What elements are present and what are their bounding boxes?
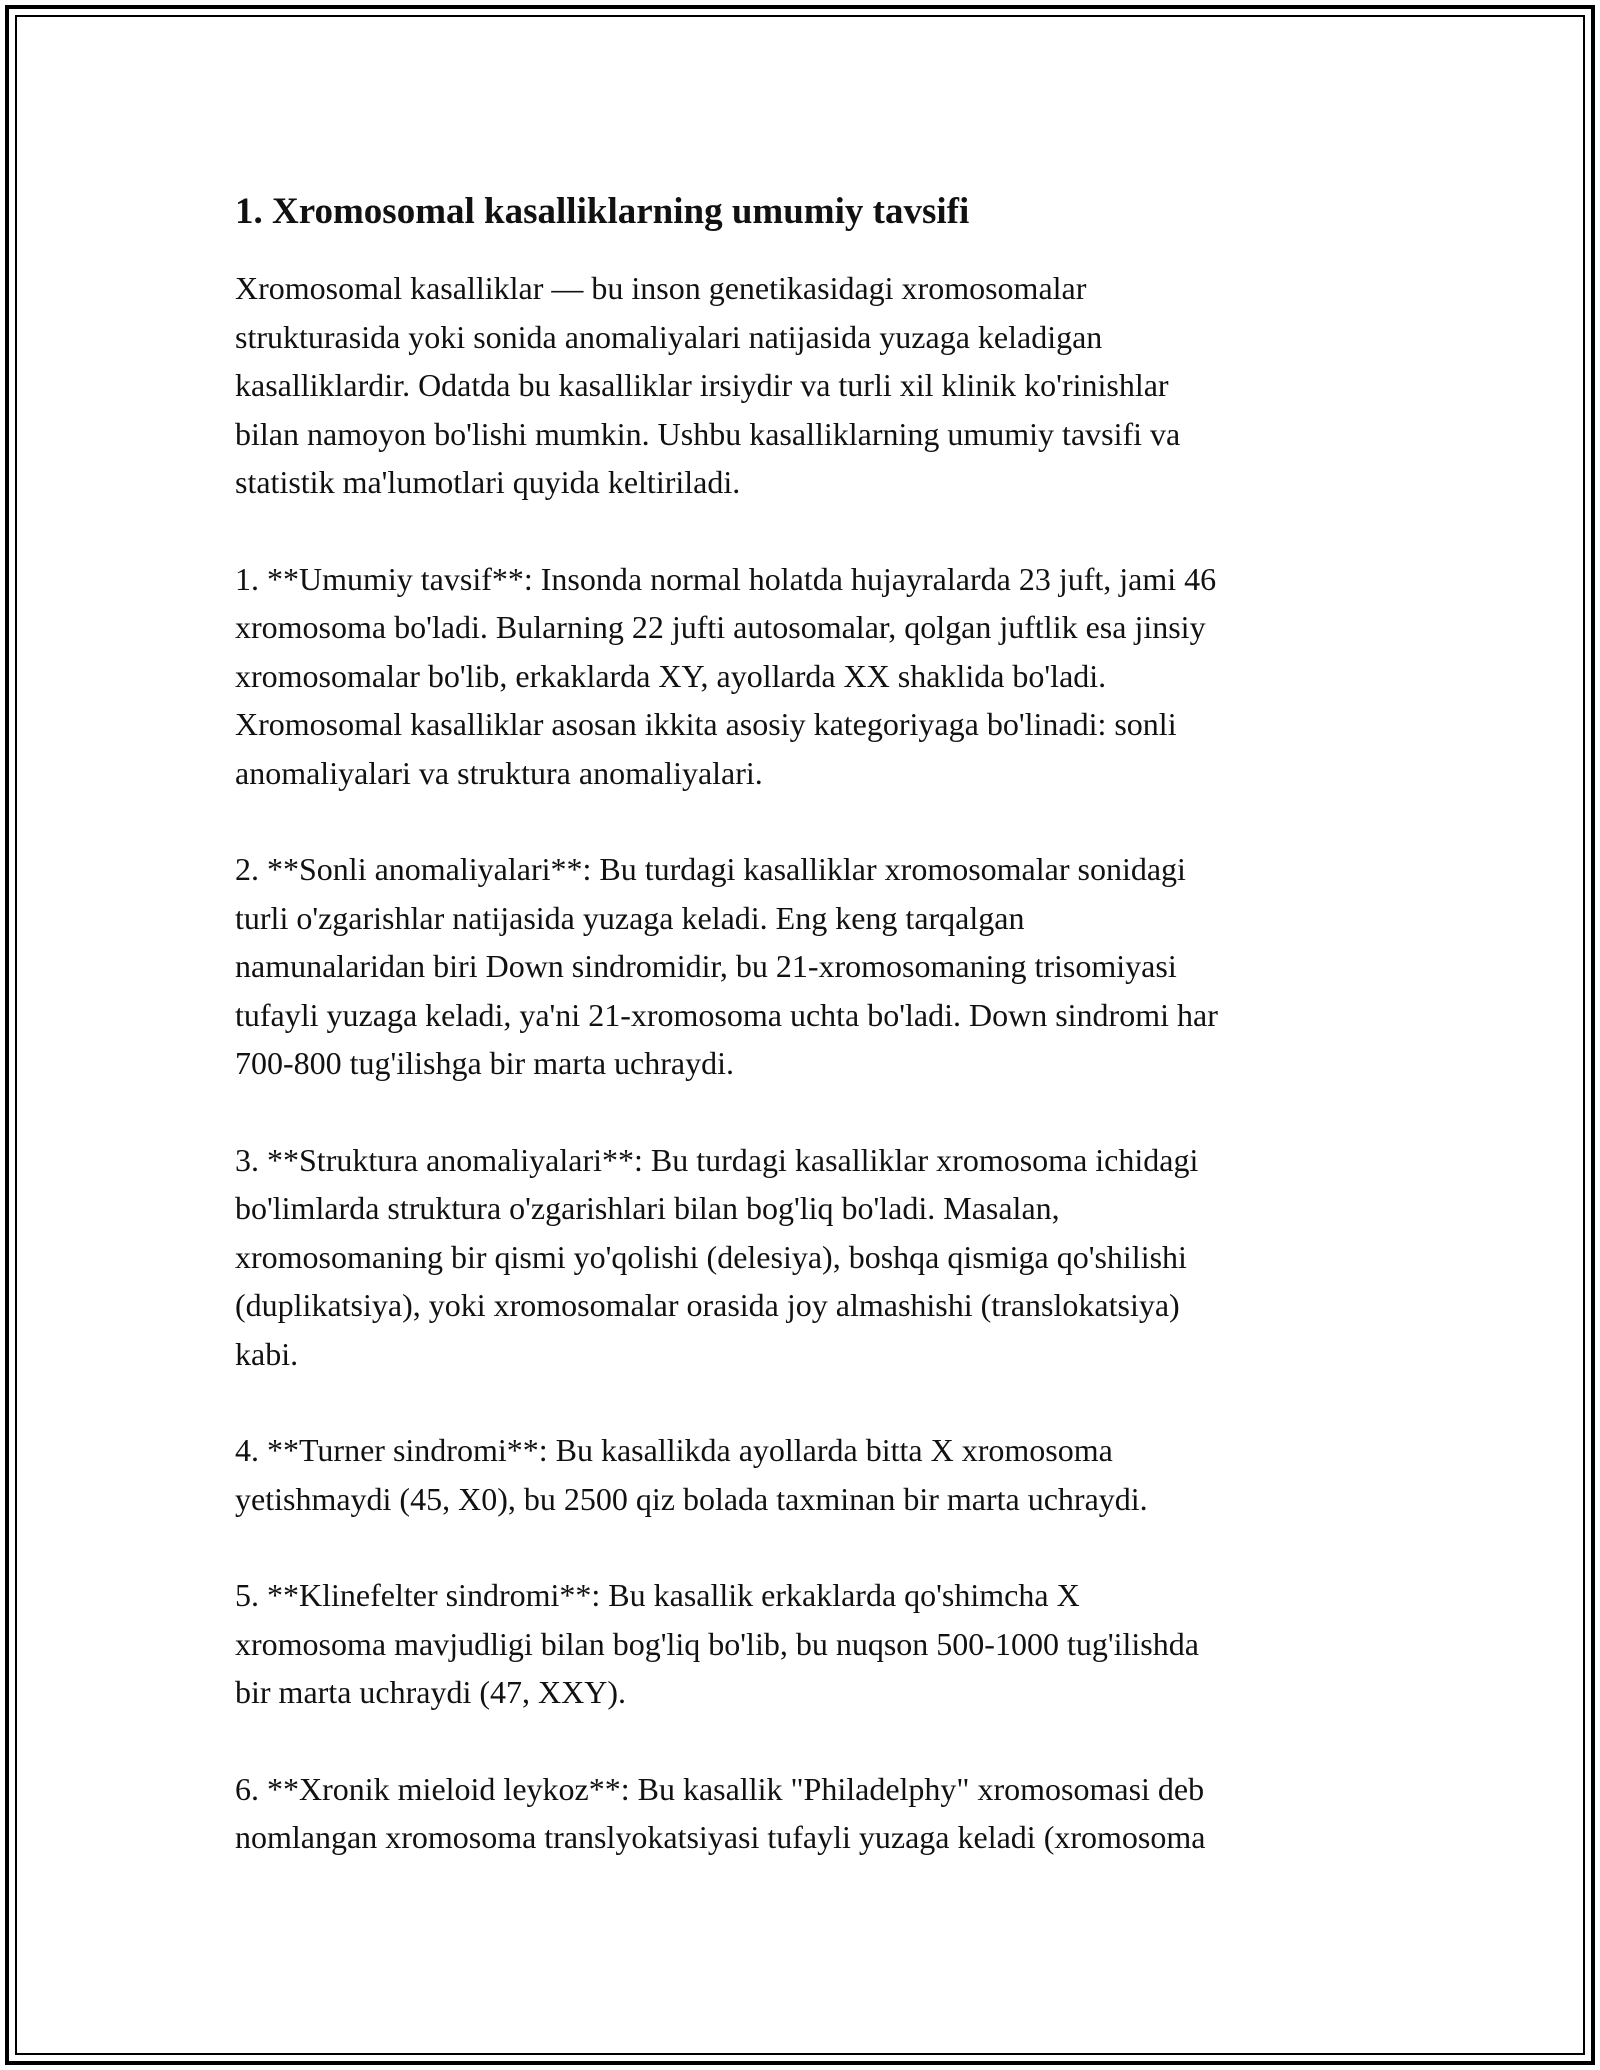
text-line: namunalaridan biri Down sindromidir, bu 21-xromosomaning trisomiyasi — [235, 948, 1177, 984]
text-line: turli o'zgarishlar natijasida yuzaga keladi. Eng keng tarqalgan — [235, 899, 1025, 936]
paragraph-klinefelter-sindromi — [235, 1571, 1375, 1717]
text-line: strukturasida yoki sonida anomaliyalari natijasida yuzaga keladigan — [235, 318, 1103, 355]
text-line: (duplikatsiya), yoki xromosomalar orasida joy almashishi (translokatsiya) — [235, 1287, 1180, 1323]
text-line: tufayli yuzaga keladi, ya'ni 21-xromosoma uchta bo'ladi. Down sindromi har — [235, 996, 1218, 1033]
text-line: Xromosomal kasalliklar asosan ikkita asosiy kategoriyaga bo'linadi: sonli — [235, 706, 1177, 742]
text-line: xromosomaning bir qismi yo'qolishi (delesiya), boshqa qismiga qo'shilishi — [235, 1238, 1187, 1275]
paragraph-sonli-anomaliyalari — [235, 845, 1375, 1088]
paragraph-struktura-anomaliyalari — [235, 1136, 1375, 1379]
text-line: xromosomalar bo'lib, erkaklarda XY, ayollarda XX shaklida bo'ladi. — [235, 657, 1107, 694]
text-line: 3. **Struktura anomaliyalari**: Bu turdagi kasalliklar xromosoma ichidagi — [235, 1141, 1199, 1178]
paragraph-turner-sindromi — [235, 1426, 1375, 1523]
text-line: 1. **Umumiy tavsif**: Insonda normal holatda hujayralarda 23 juft, jami 46 — [235, 560, 1217, 597]
text-line: Xromosomal kasalliklar — bu inson genetikasidagi xromosomalar — [235, 270, 1087, 306]
text-line: bilan namoyon bo'lishi mumkin. Ushbu kasalliklarning umumiy tavsifi va — [235, 415, 1181, 452]
document-title: 1. Xromosomal kasalliklarning umumiy tavsifi — [235, 191, 970, 232]
text-line: 4. **Turner sindromi**: Bu kasallikda ayollarda bitta X xromosoma — [235, 1432, 1113, 1468]
text-line: 6. **Xronik mieloid leykoz**: Bu kasallik "Philadelphy" xromosomasi deb — [235, 1770, 1205, 1807]
document-page — [235, 186, 1375, 1910]
text-line: 2. **Sonli anomaliyalari**: Bu turdagi kasalliklar xromosomalar sonidagi — [235, 851, 1186, 887]
text-line: anomaliyalari va struktura anomaliyalari. — [235, 754, 763, 791]
text-line: statistik ma'lumotlari quyida keltiriladi. — [235, 464, 741, 500]
text-line: kabi. — [235, 1335, 299, 1372]
text-line: bir marta uchraydi (47, XXY). — [235, 1674, 626, 1710]
intro-paragraph — [235, 264, 1375, 507]
text-line: xromosoma bo'ladi. Bularning 22 jufti autosomalar, qolgan juftlik esa jinsiy — [235, 609, 1206, 645]
text-line: yetishmaydi (45, X0), bu 2500 qiz bolada taxminan bir marta uchraydi. — [235, 1480, 1148, 1517]
text-line: bo'limlarda struktura o'zgarishlari bilan bog'liq bo'ladi. Masalan, — [235, 1190, 1060, 1226]
text-line: 5. **Klinefelter sindromi**: Bu kasallik erkaklarda qo'shimcha X — [235, 1577, 1080, 1613]
text-line: kasalliklardir. Odatda bu kasalliklar irsiydir va turli xil klinik ko'rinishlar — [235, 367, 1169, 403]
text-line: nomlangan xromosoma translyokatsiyasi tufayli yuzaga keladi (xromosoma — [235, 1819, 1206, 1855]
paragraph-xronik-mieloid-leykoz — [235, 1765, 1375, 1862]
text-line: xromosoma mavjudligi bilan bog'liq bo'lib, bu nuqson 500-1000 tug'ilishda — [235, 1625, 1199, 1662]
paragraph-umumiy-tavsif — [235, 555, 1375, 798]
text-line: 700-800 tug'ilishga bir marta uchraydi. — [235, 1045, 734, 1081]
